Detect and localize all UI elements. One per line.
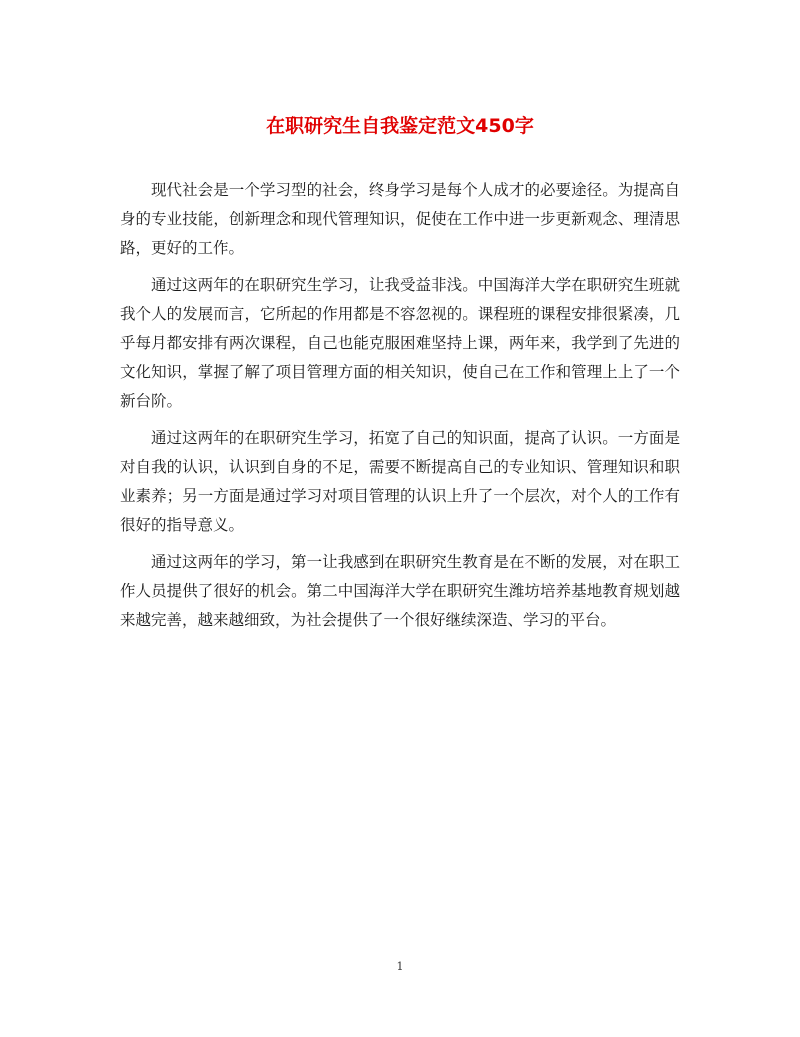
paragraph-2: 通过这两年的在职研究生学习，让我受益非浅。中国海洋大学在职研究生班就我个人的发展而言，它所起的作用都是不容忽视的。课程班的课程安排很紧凑，几乎每月都安排有两次课程，自己也能克服困难坚持上课，两年来，我学到了先进的文化知识，掌握了解了项目管理方面的相关知识，使自己在工作和管理上上了一个新台阶。 <box>120 276 680 410</box>
page-number: 1 <box>396 960 404 973</box>
document-title: 在职研究生自我鉴定范文450字 <box>266 115 534 137</box>
paragraph-3: 通过这两年的在职研究生学习，拓宽了自己的知识面，提高了认识。一方面是对自我的认识，认识到自身的不足，需要不断提高自己的专业知识、管理知识和职业素养；另一方面是通过学习对项目管理的认识上升了一个层次，对个人的工作有很好的指导意义。 <box>120 429 680 534</box>
paragraph-4: 通过这两年的学习，第一让我感到在职研究生教育是在不断的发展，对在职工作人员提供了很好的机会。第二中国海洋大学在职研究生潍坊培养基地教育规划越来越完善，越来越细致，为社会提供了一个很好继续深造、学习的平台。 <box>120 553 680 629</box>
paragraph-1: 现代社会是一个学习型的社会，终身学习是每个人成才的必要途径。为提高自身的专业技能，创新理念和现代管理知识，促使在工作中进一步更新观念、理清思路，更好的工作。 <box>120 181 680 257</box>
document-body <box>120 176 680 643</box>
